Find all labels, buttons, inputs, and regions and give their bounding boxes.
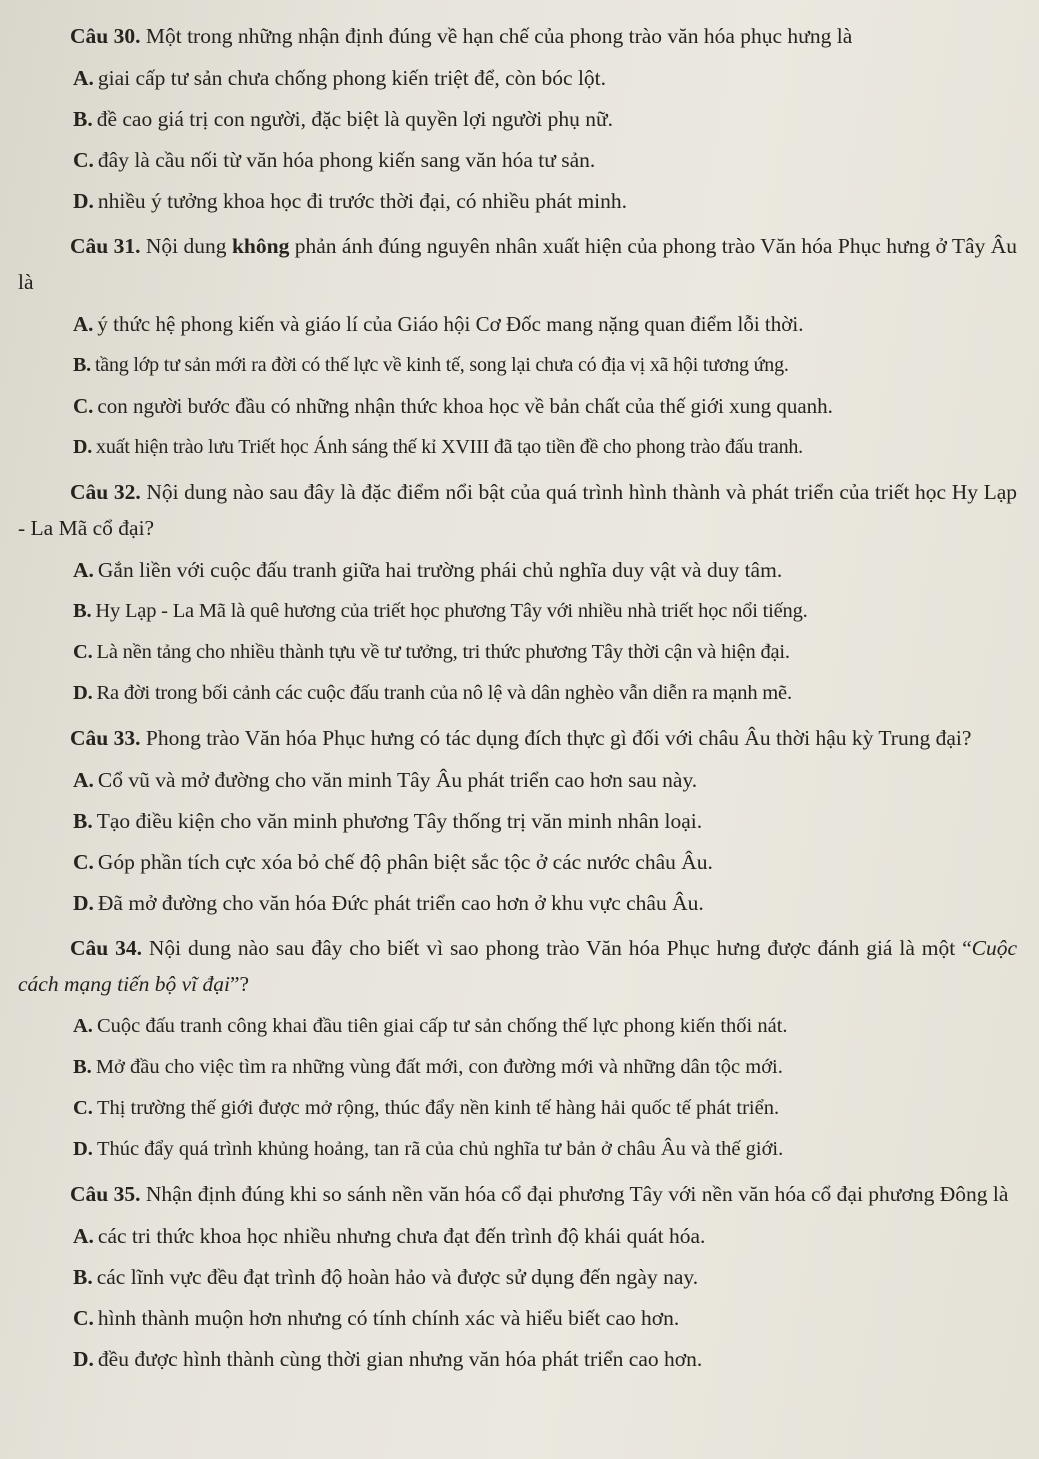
question-number: Câu 31. bbox=[70, 234, 141, 258]
option-letter: A. bbox=[73, 768, 94, 792]
option-d[interactable] bbox=[18, 1129, 1017, 1170]
option-letter: C. bbox=[73, 394, 94, 418]
option-b[interactable] bbox=[18, 99, 1017, 140]
question-number: Câu 33. bbox=[70, 726, 141, 750]
option-text: giai cấp tư sản chưa chống phong kiến triệt để, còn bóc lột. bbox=[97, 66, 607, 90]
question-number: Câu 30. bbox=[70, 24, 141, 48]
option-a[interactable] bbox=[18, 550, 1017, 591]
option-letter: A. bbox=[73, 1015, 93, 1037]
option-text: nhiều ý tưởng khoa học đi trước thời đại, có nhiều phát minh. bbox=[97, 189, 628, 213]
answer-options bbox=[18, 1216, 1017, 1380]
option-letter: A. bbox=[73, 312, 94, 336]
option-d[interactable] bbox=[18, 427, 1017, 468]
option-letter: C. bbox=[73, 148, 94, 172]
stem-text: phản ánh đúng nguyên nhân xuất hiện của phong trào Văn hóa Phục hưng ở Tây Âu là bbox=[18, 234, 1018, 294]
answer-options bbox=[18, 58, 1017, 222]
option-letter: B. bbox=[73, 107, 93, 131]
option-text: Là nền tảng cho nhiều thành tựu về tư tưởng, tri thức phương Tây thời cận và hiện đại. bbox=[96, 641, 790, 663]
option-letter: D. bbox=[73, 682, 93, 704]
option-text: xuất hiện trào lưu Triết học Ánh sáng thế kỉ XVIII đã tạo tiền đề cho phong trào đấu tranh. bbox=[96, 436, 803, 458]
option-c[interactable] bbox=[18, 842, 1017, 883]
option-text: Hy Lạp - La Mã là quê hương của triết học phương Tây với nhiều nhà triết học nổi tiếng. bbox=[95, 600, 808, 622]
option-c[interactable] bbox=[18, 140, 1017, 181]
option-letter: C. bbox=[73, 1097, 93, 1119]
question-32 bbox=[18, 474, 1017, 714]
option-text: Thúc đẩy quá trình khủng hoảng, tan rã của chủ nghĩa tư bản ở châu Âu và thế giới. bbox=[96, 1138, 784, 1160]
stem-text: Nội dung nào sau đây cho biết vì sao phong trào Văn hóa Phục hưng được đánh giá là một “ bbox=[142, 936, 972, 960]
question-number: Câu 32. bbox=[70, 480, 141, 504]
option-letter: D. bbox=[73, 891, 94, 915]
question-30 bbox=[18, 18, 1017, 222]
option-letter: C. bbox=[73, 641, 93, 663]
question-34 bbox=[18, 930, 1017, 1170]
stem-text: Nội dung bbox=[140, 234, 232, 258]
option-text: đề cao giá trị con người, đặc biệt là quyền lợi người phụ nữ. bbox=[96, 107, 613, 131]
question-stem bbox=[18, 930, 1017, 1002]
question-stem bbox=[18, 18, 1017, 54]
option-letter: C. bbox=[73, 1306, 94, 1330]
question-number: Câu 34. bbox=[70, 936, 142, 960]
option-text: các lĩnh vực đều đạt trình độ hoàn hảo và được sử dụng đến ngày nay. bbox=[96, 1265, 699, 1289]
option-letter: B. bbox=[73, 1056, 92, 1078]
option-d[interactable] bbox=[18, 883, 1017, 924]
stem-text: Một trong những nhận định đúng về hạn chế của phong trào văn hóa phục hưng là bbox=[140, 24, 853, 48]
option-letter: D. bbox=[73, 436, 93, 458]
option-b[interactable] bbox=[18, 1257, 1017, 1298]
option-text: Mở đầu cho việc tìm ra những vùng đất mới, con đường mới và những dân tộc mới. bbox=[95, 1056, 783, 1078]
option-text: Tạo điều kiện cho văn minh phương Tây thống trị văn minh nhân loại. bbox=[96, 809, 703, 833]
option-text: Cổ vũ và mở đường cho văn minh Tây Âu phát triển cao hơn sau này. bbox=[97, 768, 698, 792]
answer-options bbox=[18, 550, 1017, 714]
answer-options bbox=[18, 760, 1017, 924]
option-c[interactable] bbox=[18, 632, 1017, 673]
question-number: Câu 35. bbox=[70, 1182, 141, 1206]
option-b[interactable] bbox=[18, 801, 1017, 842]
option-c[interactable] bbox=[18, 1088, 1017, 1129]
option-b[interactable] bbox=[18, 345, 1017, 386]
stem-text: ”? bbox=[229, 972, 250, 996]
stem-italic: Cuộc cách mạng tiến bộ vĩ đại bbox=[18, 936, 1018, 996]
option-b[interactable] bbox=[18, 591, 1017, 632]
answer-options bbox=[18, 304, 1017, 468]
option-c[interactable] bbox=[18, 386, 1017, 427]
option-text: Thị trường thế giới được mở rộng, thúc đẩy nền kinh tế hàng hải quốc tế phát triển. bbox=[96, 1097, 780, 1119]
option-text: đây là cầu nối từ văn hóa phong kiến sang văn hóa tư sản. bbox=[97, 148, 596, 172]
option-d[interactable] bbox=[18, 181, 1017, 222]
option-text: Gắn liền với cuộc đấu tranh giữa hai trường phái chủ nghĩa duy vật và duy tâm. bbox=[97, 558, 783, 582]
option-text: ý thức hệ phong kiến và giáo lí của Giáo hội Cơ Đốc mang nặng quan điểm lỗi thời. bbox=[97, 312, 804, 336]
stem-emphasis: không bbox=[231, 234, 290, 258]
question-stem bbox=[18, 474, 1017, 546]
option-d[interactable] bbox=[18, 1339, 1017, 1380]
question-33 bbox=[18, 720, 1017, 924]
option-a[interactable] bbox=[18, 1216, 1017, 1257]
option-letter: B. bbox=[73, 354, 91, 376]
question-stem bbox=[18, 1176, 1017, 1212]
option-text: hình thành muộn hơn nhưng có tính chính xác và hiểu biết cao hơn. bbox=[97, 1306, 680, 1330]
option-d[interactable] bbox=[18, 673, 1017, 714]
stem-text: Nhận định đúng khi so sánh nền văn hóa cổ đại phương Tây với nền văn hóa cổ đại phương Đông là bbox=[140, 1182, 1009, 1206]
option-letter: A. bbox=[73, 558, 94, 582]
stem-text: Phong trào Văn hóa Phục hưng có tác dụng đích thực gì đối với châu Âu thời hậu kỳ Trung đại? bbox=[140, 726, 972, 750]
option-text: Đã mở đường cho văn hóa Đức phát triển cao hơn ở khu vực châu Âu. bbox=[97, 891, 704, 915]
option-c[interactable] bbox=[18, 1298, 1017, 1339]
option-text: các tri thức khoa học nhiều nhưng chưa đạt đến trình độ khái quát hóa. bbox=[97, 1224, 706, 1248]
option-text: đều được hình thành cùng thời gian nhưng văn hóa phát triển cao hơn. bbox=[97, 1347, 703, 1371]
option-a[interactable] bbox=[18, 760, 1017, 801]
option-text: tầng lớp tư sản mới ra đời có thế lực về kinh tế, song lại chưa có địa vị xã hội tương ứng. bbox=[94, 354, 789, 376]
option-letter: B. bbox=[73, 600, 92, 622]
option-letter: D. bbox=[73, 189, 94, 213]
stem-text: Nội dung nào sau đây là đặc điểm nổi bật của quá trình hình thành và phát triển của triết học Hy Lạp - La Mã cổ đại? bbox=[18, 480, 1018, 540]
option-a[interactable] bbox=[18, 304, 1017, 345]
question-stem bbox=[18, 720, 1017, 756]
option-text: Góp phần tích cực xóa bỏ chế độ phân biệt sắc tộc ở các nước châu Âu. bbox=[97, 850, 713, 874]
option-text: Ra đời trong bối cảnh các cuộc đấu tranh của nô lệ và dân nghèo vẫn diễn ra mạnh mẽ. bbox=[96, 682, 792, 704]
option-a[interactable] bbox=[18, 1006, 1017, 1047]
option-text: con người bước đầu có những nhận thức khoa học về bản chất của thế giới xung quanh. bbox=[97, 394, 833, 418]
answer-options bbox=[18, 1006, 1017, 1170]
option-b[interactable] bbox=[18, 1047, 1017, 1088]
option-letter: B. bbox=[73, 1265, 93, 1289]
question-31 bbox=[18, 228, 1017, 468]
option-text: Cuộc đấu tranh công khai đầu tiên giai cấp tư sản chống thế lực phong kiến thối nát. bbox=[96, 1015, 788, 1037]
option-letter: C. bbox=[73, 850, 94, 874]
option-letter: B. bbox=[73, 809, 93, 833]
option-letter: A. bbox=[73, 66, 94, 90]
option-letter: D. bbox=[73, 1138, 93, 1160]
question-stem bbox=[18, 228, 1017, 300]
option-a[interactable] bbox=[18, 58, 1017, 99]
option-letter: D. bbox=[73, 1347, 94, 1371]
question-35 bbox=[18, 1176, 1017, 1380]
option-letter: A. bbox=[73, 1224, 94, 1248]
